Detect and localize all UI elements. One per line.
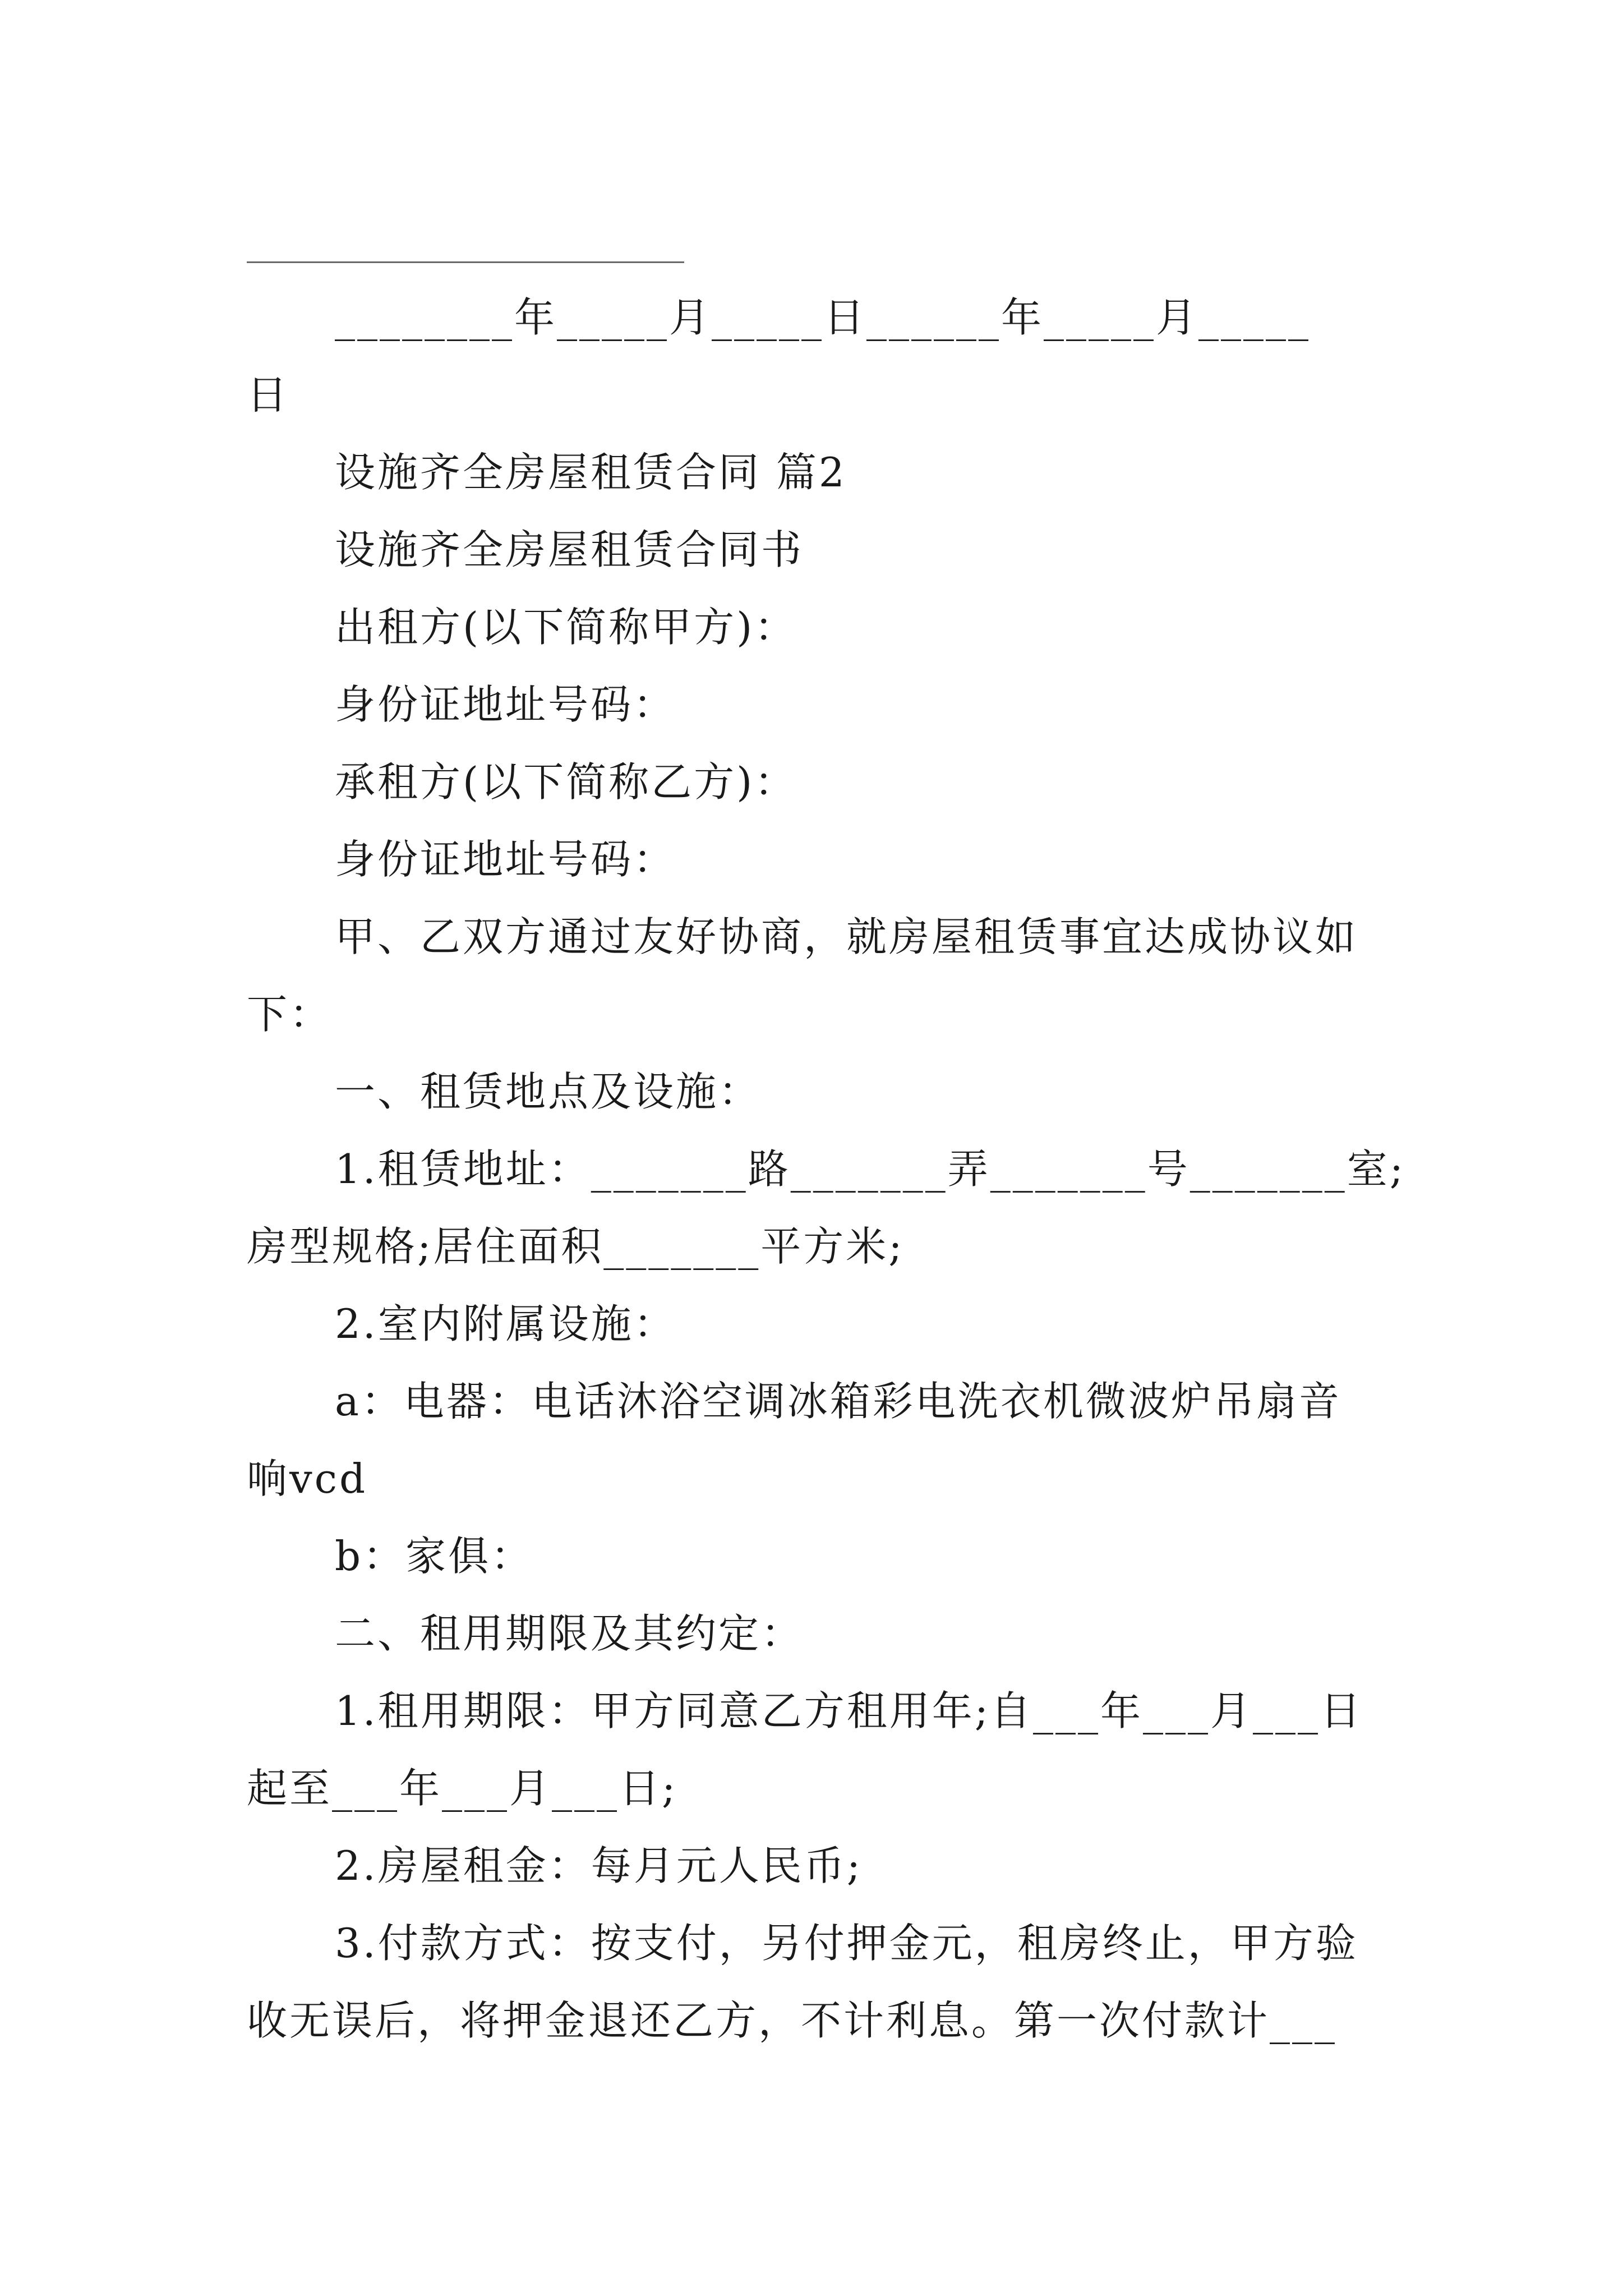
- clause-facilities: 2.室内附属设施：: [335, 1300, 676, 1347]
- clause-appliances: a：电器：电话沐浴空调冰箱彩电洗衣机微波炉吊扇音: [335, 1378, 1341, 1425]
- contract-title: 设施齐全房屋租赁合同书: [335, 526, 804, 573]
- clause-term: 1.租用期限：甲方同意乙方租用年;自___年___月___日: [335, 1687, 1363, 1734]
- lessor-label: 出租方(以下简称甲方)：: [335, 604, 797, 651]
- clause-appliances-cont: 响vcd: [247, 1455, 368, 1502]
- clause-furniture: b：家俱：: [335, 1533, 534, 1580]
- clause-address: 1.租赁地址：_______路_______弄_______号_______室;: [335, 1145, 1405, 1193]
- clause-address-cont: 房型规格;居住面积_______平方米;: [247, 1223, 905, 1270]
- section-title: 设施齐全房屋租赁合同 篇2: [335, 449, 847, 496]
- intro-paragraph: 甲、乙双方通过友好协商，就房屋租赁事宜达成协议如: [335, 913, 1358, 960]
- clause-payment-cont: 收无误后，将押金退还乙方，不计利息。第一次付款计___: [247, 1997, 1338, 2044]
- heading-term: 二、租用期限及其约定：: [335, 1610, 804, 1657]
- clause-term-cont: 起至___年___月___日;: [247, 1765, 678, 1812]
- lessee-id-label: 身份证地址号码：: [335, 836, 676, 883]
- signature-date-line: ________年_____月_____日______年_____月_____: [335, 294, 1311, 341]
- heading-location: 一、租赁地点及设施：: [335, 1068, 762, 1115]
- header-rule: [247, 261, 684, 263]
- clause-rent: 2.房屋租金：每月元人民币;: [335, 1842, 863, 1889]
- lessee-label: 承租方(以下简称乙方)：: [335, 758, 797, 806]
- clause-payment: 3.付款方式：按支付，另付押金元，租房终止，甲方验: [335, 1920, 1358, 1967]
- intro-paragraph-cont: 下：: [247, 991, 333, 1038]
- lessor-id-label: 身份证地址号码：: [335, 681, 676, 728]
- signature-date-line-end: 日: [247, 371, 290, 418]
